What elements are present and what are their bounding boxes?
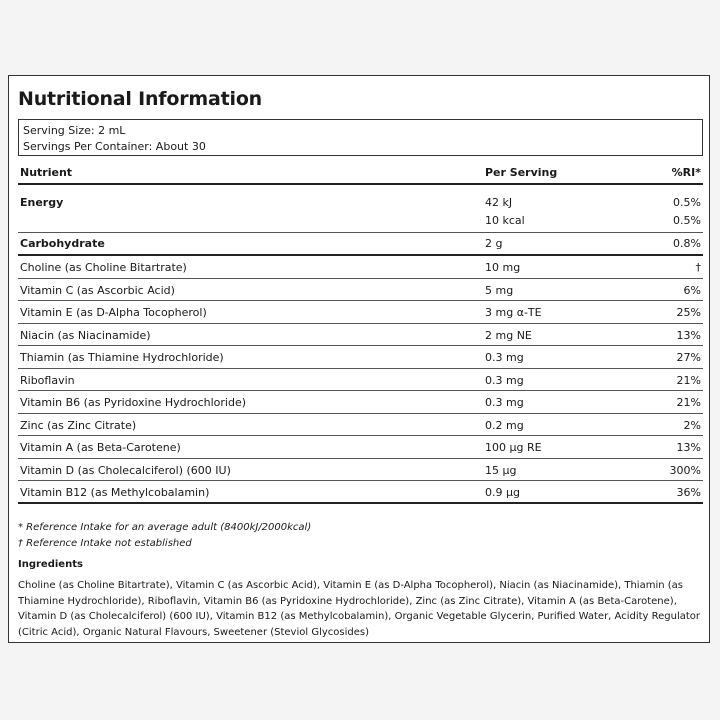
carbohydrate-row: [18, 233, 703, 256]
nutrition-table: [18, 160, 703, 504]
energy-label: Energy: [20, 196, 64, 209]
table-header-row: [18, 160, 703, 185]
nutrient-amount: 0.9 µg: [485, 486, 520, 499]
ingredients-heading: Ingredients: [18, 559, 83, 570]
nutrient-amount: 0.3 mg: [485, 396, 524, 409]
nutrient-ri: 36%: [676, 486, 701, 499]
nutrient-amount: 2 mg NE: [485, 328, 532, 342]
header-ri: %RI*: [671, 166, 701, 179]
nutrient-amount: 100 µg RE: [485, 441, 542, 454]
serving-info-box: [18, 119, 703, 156]
servings-per-container: Servings Per Container: About 30: [23, 140, 206, 153]
table-row: [18, 369, 703, 392]
nutrient-amount: 10 mg: [485, 261, 521, 274]
nutrient-ri: 300%: [669, 463, 701, 477]
table-row: [18, 279, 703, 302]
footnote-not-established: † Reference Intake not established: [18, 538, 192, 549]
nutrient-name: Thiamin (as Thiamine Hydrochloride): [20, 351, 224, 364]
table-row: [18, 436, 703, 459]
nutrient-name: Vitamin C (as Ascorbic Acid): [20, 283, 175, 297]
table-row: [18, 301, 703, 324]
nutrient-name: Vitamin B6 (as Pyridoxine Hydrochloride): [20, 396, 247, 409]
nutrient-name: Choline (as Choline Bitartrate): [20, 261, 187, 274]
table-row: [18, 256, 703, 279]
header-per-serving: Per Serving: [485, 166, 558, 179]
carbohydrate-ri: 0.8%: [673, 237, 701, 250]
nutrient-ri: 6%: [683, 283, 701, 297]
nutrient-amount: 3 mg α-TE: [485, 306, 542, 319]
nutrition-panel: [8, 75, 710, 643]
nutrient-name: Vitamin D (as Cholecalciferol) (600 IU): [20, 463, 231, 477]
nutrient-name: Zinc (as Zinc Citrate): [20, 418, 137, 432]
nutrient-amount: 0.3 mg: [485, 351, 524, 364]
energy-kcal: 10 kcal: [485, 214, 525, 227]
nutrient-ri: 21%: [676, 396, 701, 409]
nutrient-ri: †: [695, 261, 701, 274]
nutrient-ri: 21%: [676, 373, 701, 387]
nutrient-amount: 5 mg: [485, 283, 514, 297]
nutrient-amount: 15 µg: [485, 463, 517, 477]
footnote-reference-intake: * Reference Intake for an average adult (8400kJ/2000kcal): [18, 522, 312, 533]
energy-kcal-ri: 0.5%: [673, 214, 701, 227]
energy-kj: 42 kJ: [485, 196, 513, 209]
serving-size: Serving Size: 2 mL: [23, 124, 126, 137]
nutrient-ri: 2%: [683, 418, 701, 432]
carbohydrate-label: Carbohydrate: [20, 237, 105, 250]
energy-kj-ri: 0.5%: [673, 196, 701, 209]
header-nutrient: Nutrient: [20, 166, 73, 179]
nutrient-ri: 25%: [676, 306, 701, 319]
footnotes: [18, 520, 311, 552]
page-title: Nutritional Information: [18, 88, 262, 110]
nutrient-name: Niacin (as Niacinamide): [20, 328, 151, 342]
nutrient-name: Vitamin A (as Beta-Carotene): [20, 441, 181, 454]
nutrient-ri: 13%: [676, 328, 701, 342]
nutrient-amount: 0.2 mg: [485, 418, 524, 432]
nutrient-ri: 27%: [676, 351, 701, 364]
ingredients-text: Choline (as Choline Bitartrate), Vitamin C (as Ascorbic Acid), Vitamin E (as D-Alpha Tocopherol), Niacin (as Niacinamide), Thiamin (as Thiamine Hydrochloride), Riboflavin, Vitamin B6 (as Pyridoxine Hydrochloride), Zinc (as Zinc Citrate), Vitamin A (as Beta-Carotene), Vitamin D (as Cholecalciferol) (600 IU), Vitamin B12 (as Methylcobalamin), Organic Vegetable Glycerin, Purified Water, Acidity Regulator (Citric Acid), Organic Natural Flavours, Sweetener (Steviol Glycosides): [18, 580, 701, 638]
table-row: [18, 391, 703, 414]
table-row: [18, 459, 703, 482]
energy-row-kj: [18, 185, 703, 208]
carbohydrate-amount: 2 g: [485, 237, 503, 250]
energy-row-kcal: [18, 208, 703, 233]
nutrient-name: Riboflavin: [20, 373, 75, 387]
nutrient-name: Vitamin E (as D-Alpha Tocopherol): [20, 306, 207, 319]
nutrient-ri: 13%: [676, 441, 701, 454]
nutrient-amount: 0.3 mg: [485, 373, 524, 387]
nutrient-name: Vitamin B12 (as Methylcobalamin): [20, 486, 210, 499]
table-row: [18, 346, 703, 369]
table-row: [18, 481, 703, 504]
table-row: [18, 324, 703, 347]
table-row: [18, 414, 703, 437]
